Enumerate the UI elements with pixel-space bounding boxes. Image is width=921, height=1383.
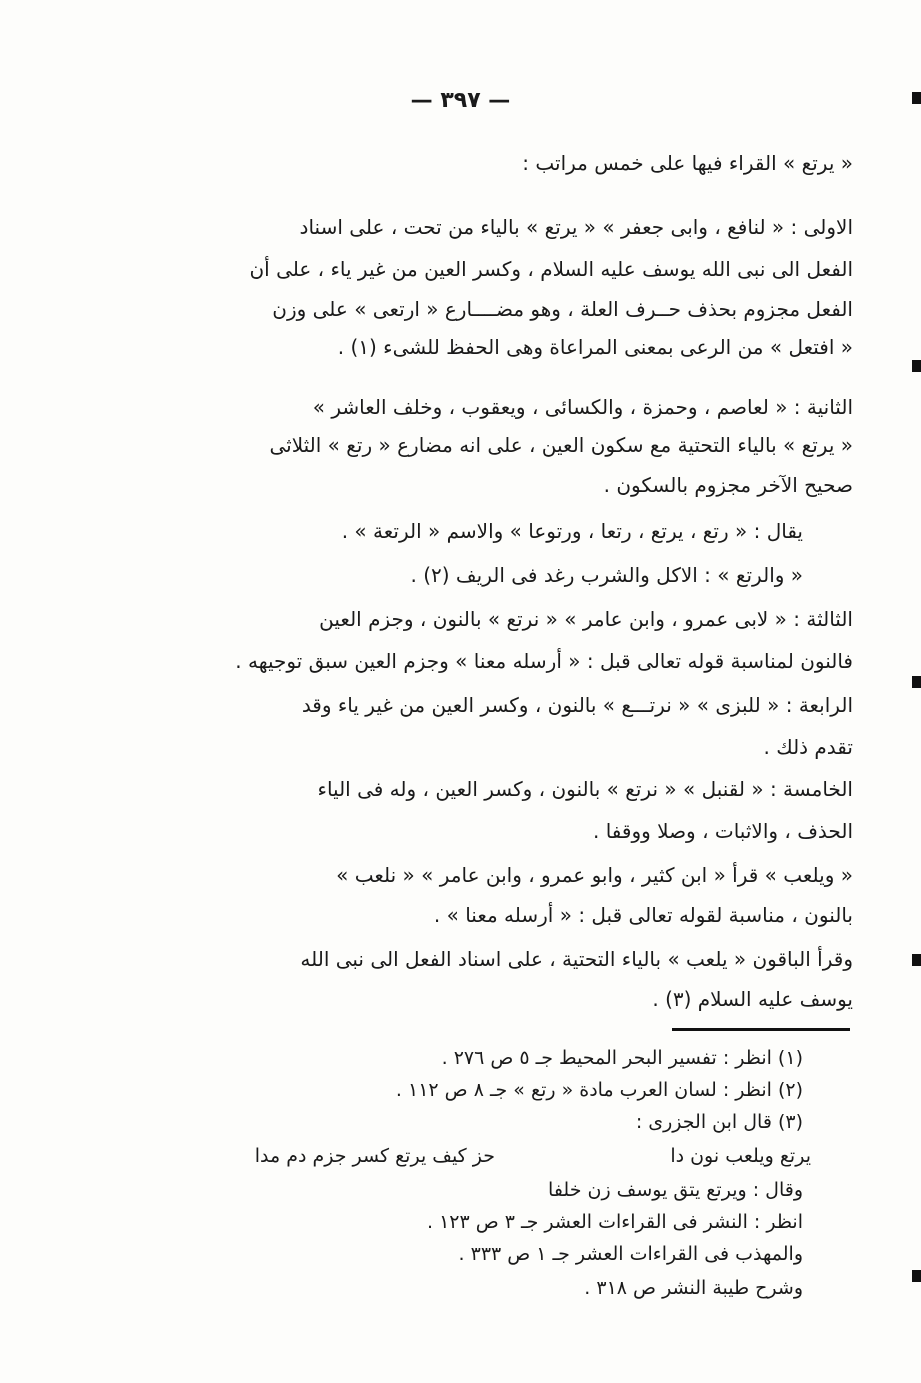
paragraph-line: الفعل مجزوم بحذف حــرف العلة ، وهو مضــــارع « ارتعى » على وزن bbox=[272, 297, 853, 321]
paragraph-line: الرابعة : « للبزى » « نرتـــع » بالنون ، وكسر العين من غير ياء وقد bbox=[301, 693, 853, 717]
footnote-line: وشرح طيبة النشر ص ٣١٨ . bbox=[584, 1277, 803, 1299]
footnote-divider bbox=[672, 1028, 850, 1031]
paragraph-line: « ويلعب » قرأ « ابن كثير ، وابو عمرو ، وابن عامر » « نلعب » bbox=[336, 863, 853, 887]
paragraph-line: الاولى : « لنافع ، وابى جعفر » « يرتع » بالياء من تحت ، على اسناد bbox=[299, 215, 853, 239]
paragraph-line: « افتعل » من الرعى بمعنى المراعاة وهى الحفظ للشىء (١) . bbox=[337, 335, 853, 359]
scan-edge-mark bbox=[912, 676, 921, 688]
paragraph-line: يقال : « رتع ، يرتع ، رتعا ، ورتوعا » والاسم « الرتعة » . bbox=[341, 519, 803, 543]
page-number: — ٣٩٧ — bbox=[410, 88, 511, 113]
paragraph-line: الثانية : « لعاصم ، وحمزة ، والكسائى ، ويعقوب ، وخلف العاشر » bbox=[312, 395, 853, 419]
paragraph-line: « يرتع » بالياء التحتية مع سكون العين ، على انه مضارع « رتع » الثلاثى bbox=[269, 433, 853, 457]
paragraph-line: تقدم ذلك . bbox=[763, 735, 853, 759]
scan-edge-mark bbox=[912, 360, 921, 372]
paragraph-line: وقرأ الباقون « يلعب » بالياء التحتية ، على اسناد الفعل الى نبى الله bbox=[300, 947, 853, 971]
paragraph-line: « والرتع » : الاكل والشرب رغد فى الريف (٢) . bbox=[410, 563, 803, 587]
paragraph-line: « يرتع » القراء فيها على خمس مراتب : bbox=[522, 151, 853, 175]
paragraph-line: صحيح الآخر مجزوم بالسكون . bbox=[603, 473, 853, 497]
footnote-line: والمهذب فى القراءات العشر جـ ١ ص ٣٣٣ . bbox=[458, 1243, 803, 1265]
paragraph-line: الفعل الى نبى الله يوسف عليه السلام ، وكسر العين من غير ياء ، على أن bbox=[249, 257, 853, 281]
paragraph-line: الثالثة : « لابى عمرو ، وابن عامر » « نرتع » بالنون ، وجزم العين bbox=[319, 607, 853, 631]
footnote-line: وقال : ويرتع يتق يوسف زن خلفا bbox=[548, 1179, 803, 1201]
footnote-line: (٣) قال ابن الجزرى : bbox=[635, 1111, 803, 1133]
footnote-line: انظر : النشر فى القراءات العشر جـ ٣ ص ١٢٣ . bbox=[427, 1211, 803, 1233]
footnote-line: (٢) انظر : لسان العرب مادة « رتع » جـ ٨ ص ١١٢ . bbox=[395, 1079, 803, 1101]
paragraph-line: يوسف عليه السلام (٣) . bbox=[652, 987, 853, 1011]
verse-hemistich-right: يرتع ويلعب نون دا bbox=[670, 1145, 811, 1167]
verse-hemistich-left: حز كيف يرتع كسر جزم دم مدا bbox=[254, 1145, 495, 1167]
scan-edge-mark bbox=[912, 954, 921, 966]
paragraph-line: بالنون ، مناسبة لقوله تعالى قبل : « أرسله معنا » . bbox=[433, 903, 853, 927]
scan-edge-mark bbox=[912, 1270, 921, 1282]
paragraph-line: فالنون لمناسبة قوله تعالى قبل : « أرسله معنا » وجزم العين سبق توجيهه . bbox=[235, 649, 853, 673]
paragraph-line: الحذف ، والاثبات ، وصلا ووقفا . bbox=[592, 819, 853, 843]
footnote-line: (١) انظر : تفسير البحر المحيط جـ ٥ ص ٢٧٦ . bbox=[441, 1047, 803, 1069]
scan-edge-mark bbox=[912, 92, 921, 104]
paragraph-line: الخامسة : « لقنبل » « نرتع » بالنون ، وكسر العين ، وله فى الياء bbox=[317, 777, 853, 801]
